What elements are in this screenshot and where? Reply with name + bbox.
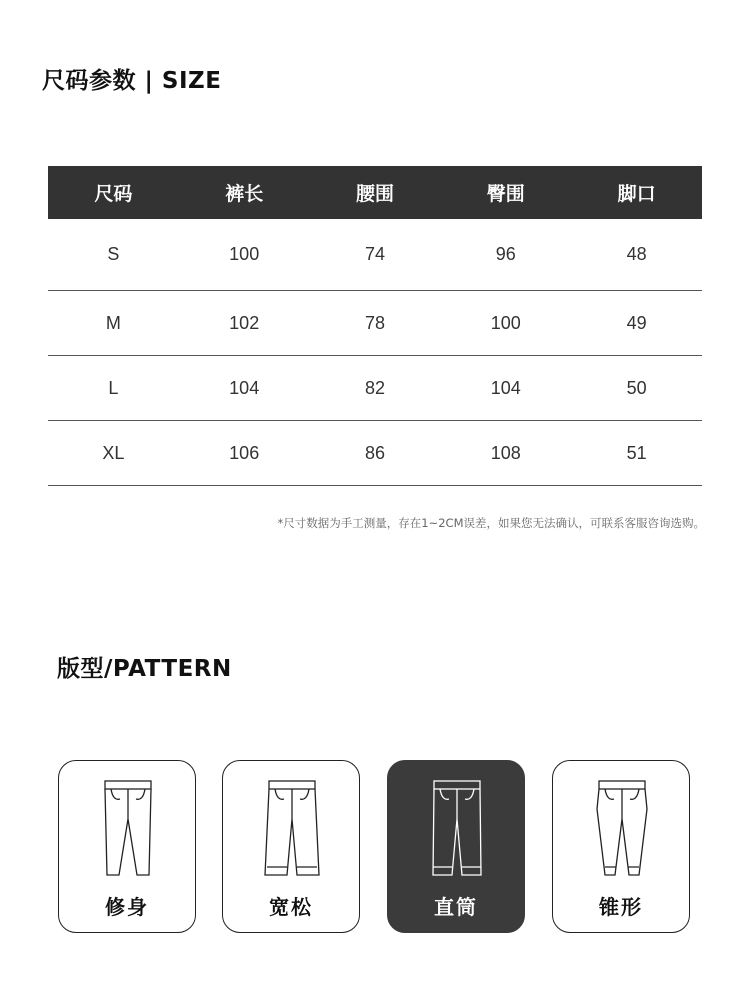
table-row xyxy=(48,421,702,486)
table-cell: 50 xyxy=(571,356,702,421)
size-table-header-row xyxy=(48,166,702,219)
table-row xyxy=(48,356,702,421)
pattern-section-title: 版型/PATTERN xyxy=(57,656,232,682)
pattern-options xyxy=(58,760,698,935)
pattern-label: 锥形 xyxy=(599,895,643,919)
straight-pants-icon xyxy=(428,779,486,879)
table-cell: XL xyxy=(48,421,179,486)
table-cell: 108 xyxy=(440,421,571,486)
table-row xyxy=(48,219,702,291)
table-cell: L xyxy=(48,356,179,421)
table-cell: 48 xyxy=(571,219,702,291)
header-length: 裤长 xyxy=(225,183,264,205)
table-row xyxy=(48,291,702,356)
table-cell: 104 xyxy=(179,356,310,421)
table-cell: 78 xyxy=(310,291,441,356)
table-cell: 102 xyxy=(179,291,310,356)
header-size: 尺码 xyxy=(94,183,133,205)
table-cell: 100 xyxy=(179,219,310,291)
table-cell: 106 xyxy=(179,421,310,486)
size-section-title: 尺码参数 | SIZE xyxy=(42,68,222,94)
table-cell: 74 xyxy=(310,219,441,291)
loose-pants-icon xyxy=(263,779,321,879)
pattern-option-straight[interactable] xyxy=(387,760,525,933)
table-cell: 49 xyxy=(571,291,702,356)
table-cell: 96 xyxy=(440,219,571,291)
measurement-note: *尺寸数据为手工测量，存在1~2CM误差，如果您无法确认，可联系客服咨询选购。 xyxy=(277,516,705,530)
table-cell: 51 xyxy=(571,421,702,486)
slim-pants-icon xyxy=(99,779,157,879)
pattern-option-tapered[interactable] xyxy=(552,760,690,933)
table-cell: S xyxy=(48,219,179,291)
tapered-pants-icon xyxy=(593,779,651,879)
header-hem: 脚口 xyxy=(617,183,656,205)
header-waist: 腰围 xyxy=(355,183,394,205)
pattern-label: 宽松 xyxy=(269,895,313,919)
header-hip: 臀围 xyxy=(486,183,525,205)
table-cell: 104 xyxy=(440,356,571,421)
pattern-label: 直筒 xyxy=(434,895,478,919)
table-cell: 86 xyxy=(310,421,441,486)
pattern-label: 修身 xyxy=(105,895,149,919)
pattern-option-slim[interactable] xyxy=(58,760,196,933)
table-cell: 100 xyxy=(440,291,571,356)
table-cell: M xyxy=(48,291,179,356)
size-table xyxy=(48,166,702,486)
table-cell: 82 xyxy=(310,356,441,421)
pattern-option-loose[interactable] xyxy=(222,760,360,933)
